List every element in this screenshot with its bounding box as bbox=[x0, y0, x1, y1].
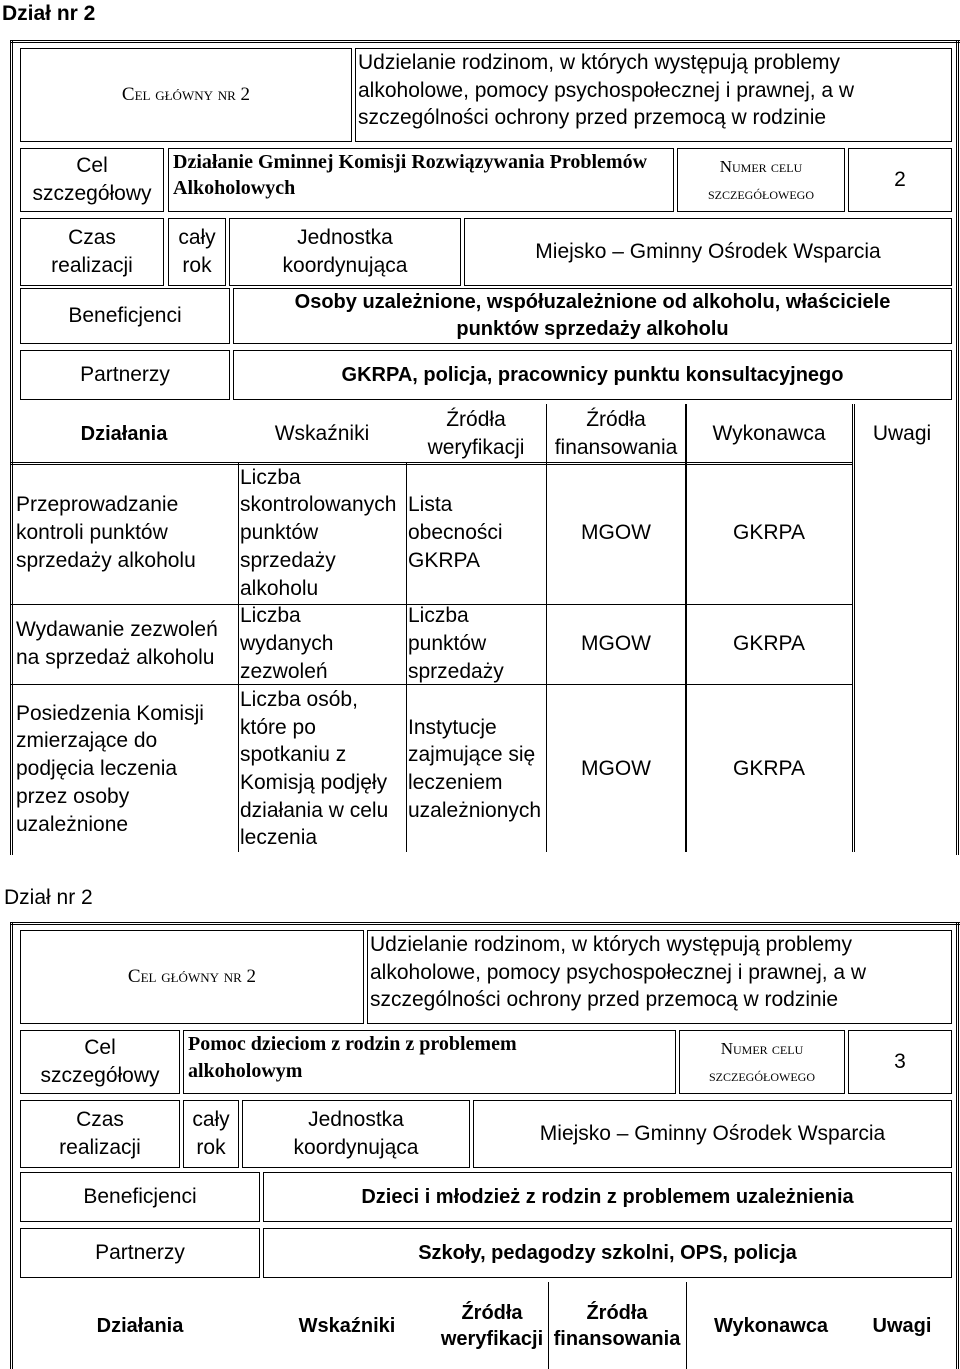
table-row-indicator: Liczba wydanych zezwoleń bbox=[240, 604, 334, 683]
header-financing: Źródła finansowania bbox=[553, 1301, 681, 1350]
header-indicators: Wskaźniki bbox=[274, 422, 370, 446]
beneficiaries-label: Beneficjenci bbox=[20, 288, 230, 344]
time-value: cały rok bbox=[183, 1100, 239, 1168]
main-goal-text: Udzielanie rodzinom, w których występują problemy alkoholowe, pomocy psychospołecznej i prawnej, a w szczególności ochrony przed przemocą w rodzinie bbox=[367, 930, 952, 1024]
specific-goal-text: Działanie Gminnej Komisji Rozwiązywania Problemów Alkoholowych bbox=[168, 148, 674, 212]
table-row-indicator: Liczba skontrolowanych punktów sprzedaży alkoholu bbox=[240, 465, 397, 600]
table-row-financing: MGOW bbox=[581, 521, 651, 545]
specific-goal-text: Pomoc dzieciom z rodzin z problemem alkoholowym bbox=[183, 1030, 676, 1094]
header-actions: Działania bbox=[96, 1314, 184, 1337]
table-row-action: Posiedzenia Komisji zmierzające do podjęcia leczenia przez osoby uzależnione bbox=[16, 701, 204, 836]
goal-number: 3 bbox=[848, 1030, 952, 1094]
main-goal-text: Udzielanie rodzinom, w których występują problemy alkoholowe, pomocy psychospołecznej i prawnej, a w szczególności ochrony przed przemocą w rodzinie bbox=[355, 48, 952, 142]
time-label: Czas realizacji bbox=[20, 1100, 180, 1168]
table-row-verification: Lista obecności GKRPA bbox=[408, 493, 503, 572]
header-executor: Wykonawca bbox=[712, 422, 826, 446]
unit-value: Miejsko – Gminny Ośrodek Wsparcia bbox=[464, 218, 952, 286]
specific-goal-label: Cel szczegółowy bbox=[20, 148, 164, 212]
beneficiaries-value: Osoby uzależnione, współuzależnione od alkoholu, właściciele punktów sprzedaży alkoholu bbox=[233, 288, 952, 344]
unit-label: Jednostka koordynująca bbox=[229, 218, 461, 286]
header-remarks: Uwagi bbox=[872, 1314, 932, 1337]
header-remarks: Uwagi bbox=[872, 422, 932, 446]
time-label: Czas realizacji bbox=[20, 218, 164, 286]
goal-number: 2 bbox=[848, 148, 952, 212]
header-actions: Działania bbox=[80, 422, 168, 445]
table-row-executor: GKRPA bbox=[733, 521, 805, 545]
section-heading: Dział nr 2 bbox=[2, 2, 96, 25]
main-goal-label: Cel główny nr 2 bbox=[20, 48, 352, 142]
beneficiaries-value: Dzieci i młodzież z rodzin z problemem uzależnienia bbox=[263, 1172, 952, 1222]
beneficiaries-label: Beneficjenci bbox=[20, 1172, 260, 1222]
table-row-executor: GKRPA bbox=[733, 757, 805, 781]
table-row-financing: MGOW bbox=[581, 757, 651, 781]
header-financing: Źródła finansowania bbox=[554, 408, 678, 459]
section-heading: Dział nr 2 bbox=[4, 886, 93, 909]
partners-value: Szkoły, pedagodzy szkolni, OPS, policja bbox=[263, 1228, 952, 1278]
time-value: cały rok bbox=[168, 218, 226, 286]
header-verification: Źródła weryfikacji bbox=[427, 408, 525, 459]
header-verification: Źródła weryfikacji bbox=[440, 1302, 544, 1350]
header-executor: Wykonawca bbox=[713, 1314, 829, 1337]
specific-goal-label: Cel szczegółowy bbox=[20, 1030, 180, 1094]
table-row-verification: Instytucje zajmujące się leczeniem uzależnionych bbox=[408, 715, 542, 822]
goal-number-label: Numer celu szczegółowego bbox=[679, 1030, 845, 1094]
unit-label: Jednostka koordynująca bbox=[242, 1100, 470, 1168]
partners-value: GKRPA, policja, pracownicy punktu konsultacyjnego bbox=[233, 350, 952, 400]
main-goal-label: Cel główny nr 2 bbox=[20, 930, 364, 1024]
partners-label: Partnerzy bbox=[20, 350, 230, 400]
table-row-executor: GKRPA bbox=[733, 632, 805, 656]
unit-value: Miejsko – Gminny Ośrodek Wsparcia bbox=[473, 1100, 952, 1168]
goal-number-label: Numer celu szczegółowego bbox=[677, 148, 845, 212]
table-row-action: Przeprowadzanie kontroli punktów sprzedaży alkoholu bbox=[16, 493, 196, 572]
table-row-verification: Liczba punktów sprzedaży bbox=[408, 604, 504, 683]
partners-label: Partnerzy bbox=[20, 1228, 260, 1278]
table-row-action: Wydawanie zezwoleń na sprzedaż alkoholu bbox=[16, 618, 218, 669]
table-row-financing: MGOW bbox=[581, 632, 651, 656]
header-indicators: Wskaźniki bbox=[298, 1314, 396, 1337]
table-row-indicator: Liczba osób, które po spotkaniu z Komisją podjęły działania w celu leczenia bbox=[240, 687, 389, 850]
